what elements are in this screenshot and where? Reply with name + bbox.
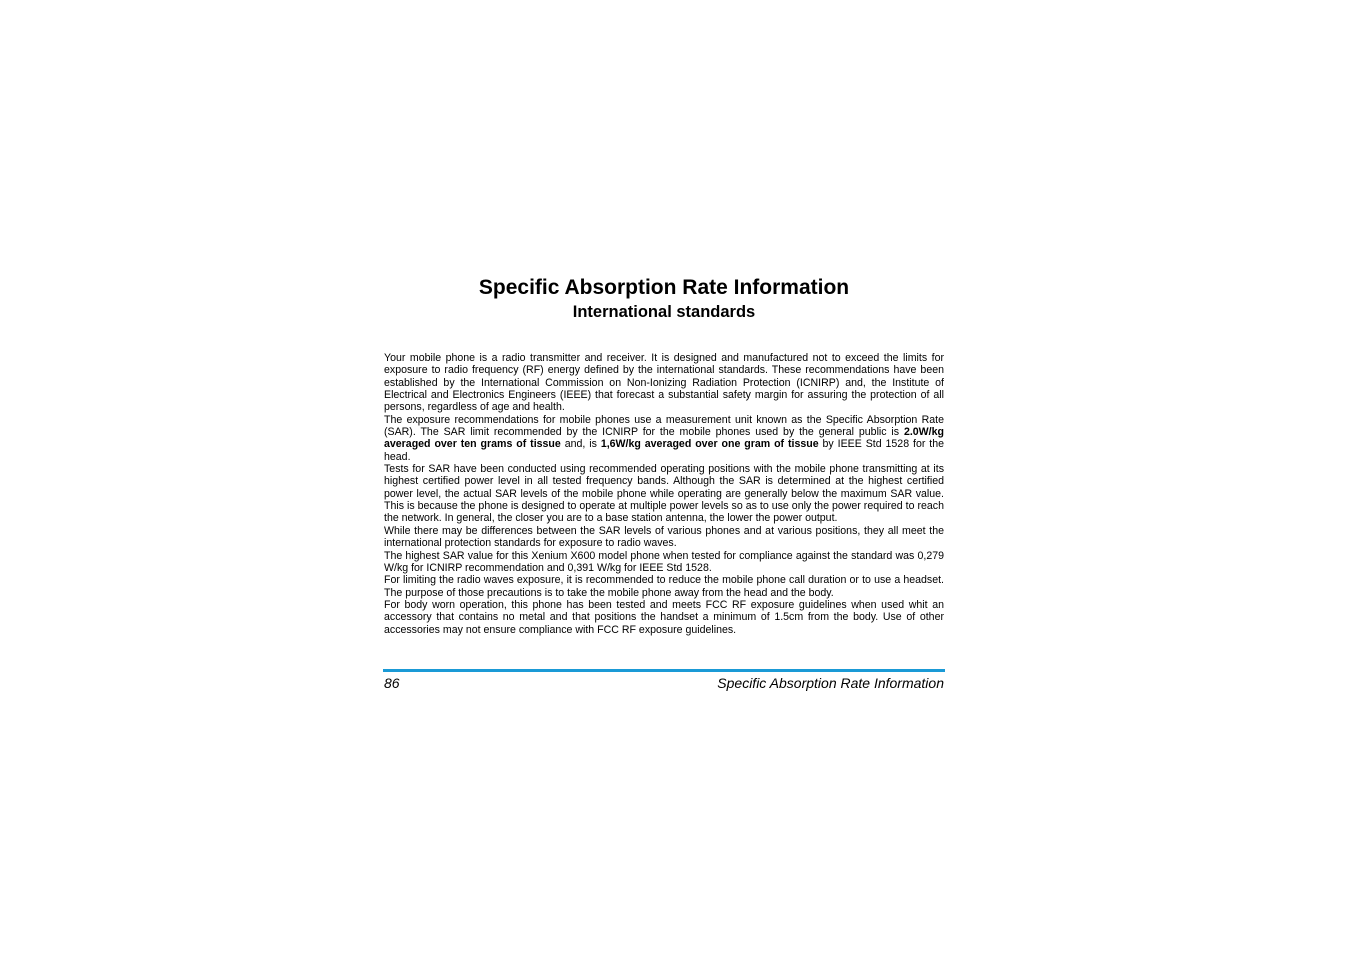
paragraph-tests: Tests for SAR have been conducted using recommended operating positions with the mobile phone transmitting at its highest certified power level in all tested frequency bands. Although the SAR is determined at the highest certified power level, the actual SAR levels of the mobile phone while operating are generally below the maximum SAR value. This is because the phone is designed to operate at multiple power levels so as to use only the power required to reach the network. In general, the closer you are to a base station antenna, the lower the power output.: [384, 463, 944, 525]
page-subtitle: International standards: [572, 303, 756, 321]
paragraph-sar-limits-text-1: The exposure recommendations for mobile phones use a measurement unit known as the Specific Absorption Rate (SAR). The SAR limit recommended by the ICNIRP for the mobile phones used by the general public is: [384, 413, 944, 439]
paragraph-sar-limits-text-3: by IEEE Std 1528 for the head.: [384, 438, 945, 463]
page-title: Specific Absorption Rate Information: [478, 276, 850, 299]
footer-section-name: Specific Absorption Rate Information: [717, 675, 944, 691]
footer-rule: [383, 669, 945, 672]
paragraph-limiting: For limiting the radio waves exposure, it is recommended to reduce the mobile phone call duration or to use a headset. The purpose of those precautions is to take the mobile phone away from the head and the body.: [384, 574, 944, 599]
paragraph-sar-limits-text-2: and, is: [560, 438, 601, 451]
paragraph-sar-limits: [384, 414, 944, 463]
paragraph-differences: While there may be differences between the SAR levels of various phones and at various positions, they all meet the international protection standards for exposure to radio waves.: [384, 524, 944, 550]
icnirp-limit-emphasis: 2.0W/kg averaged over ten grams of tissue: [384, 426, 944, 451]
page-footer: [384, 673, 944, 693]
paragraph-body-worn: For body worn operation, this phone has been tested and meets FCC RF exposure guidelines when used whit an accessory that contains no metal and that positions the handset a minimum of 1.5cm from the body. Use of other accessories may not ensure compliance with FCC RF exposure guidelines.: [384, 598, 944, 636]
document-page: [383, 274, 945, 691]
paragraph-intro: Your mobile phone is a radio transmitter and receiver. It is designed and manufactured not to exceed the limits for exposure to radio frequency (RF) energy defined by the international standards. These recommendations have been established by the International Commission on Non-Ionizing Radiation Protection (ICNIRP) and, the Institute of Electrical and Electronics Engineers (IEEE) that forecast a substantial safety margin for assuring the protection of all persons, regardless of age and health.: [384, 352, 944, 414]
body-text: [384, 352, 944, 636]
paragraph-highest-sar: The highest SAR value for this Xenium X600 model phone when tested for compliance against the standard was 0,279 W/kg for ICNIRP recommendation and 0,391 W/kg for IEEE Std 1528.: [384, 549, 944, 574]
page-number: 86: [384, 675, 400, 691]
ieee-limit-emphasis: 1,6W/kg averaged over one gram of tissue: [600, 438, 819, 451]
